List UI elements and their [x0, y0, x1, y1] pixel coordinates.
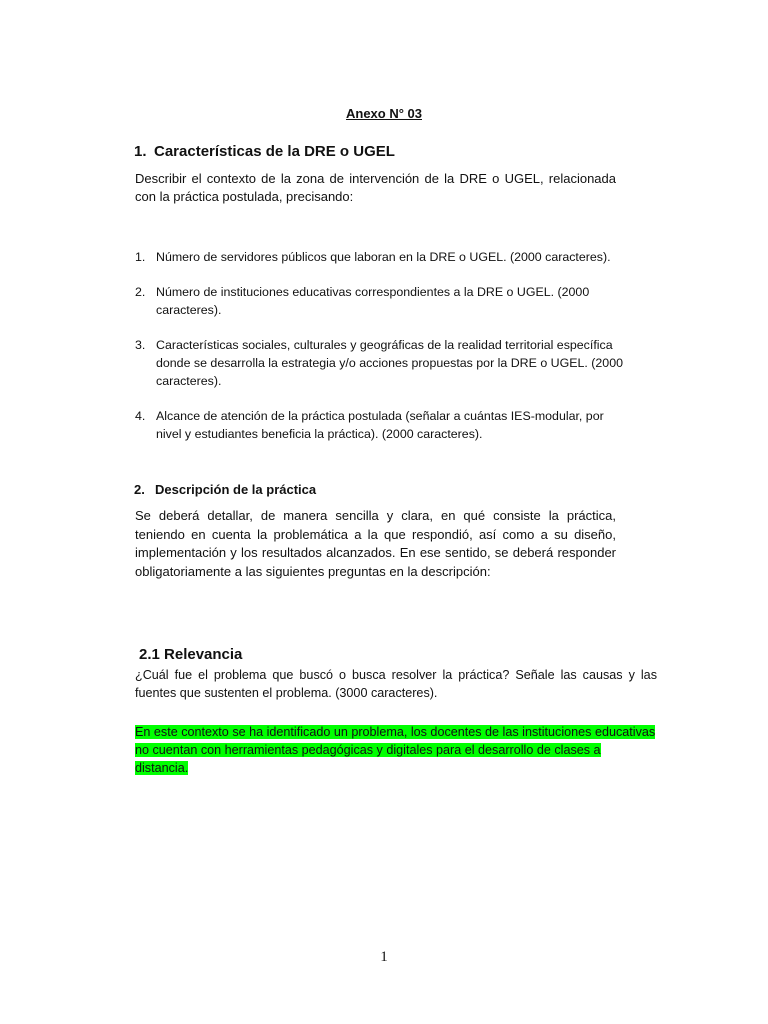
list-item — [135, 336, 625, 390]
list-item-number: 3. — [135, 338, 146, 352]
list-item-number: 4. — [135, 409, 146, 423]
list-item-text: Número de instituciones educativas correspondientes a la DRE o UGEL. (2000 caracteres). — [156, 285, 590, 317]
section-2-1-heading: 2.1 Relevancia — [139, 646, 243, 663]
relevance-question: ¿Cuál fue el problema que buscó o busca resolver la práctica? Señale las causas y las fuentes que sustenten el problema. (3000 caracteres). — [135, 668, 657, 700]
annex-title — [0, 106, 768, 121]
list-item — [135, 407, 625, 443]
section-1-heading — [134, 143, 395, 160]
list-item — [135, 248, 625, 266]
list-item-text: Características sociales, culturales y geográficas de la realidad territorial específica donde se desarrolla la estrategia y/o acciones propuestas por la DRE o UGEL. (2000 caracteres). — [156, 338, 623, 388]
section-1-intro: Describir el contexto de la zona de intervención de la DRE o UGEL, relacionada con la práctica postulada, precisando: — [135, 171, 616, 204]
section-2-body: Se deberá detallar, de manera sencilla y clara, en qué consiste la práctica, teniendo en cuenta la problemática a la que respondió, así como a su diseño, implementación y los resultados alcanzados. En ese sentido, se deberá responder obligatoriamente a las siguientes preguntas en la descripción: — [135, 508, 616, 579]
list-item-number: 2. — [135, 285, 146, 299]
list-item-text: Alcance de atención de la práctica postulada (señalar a cuántas IES-modular, por nivel y estudiantes beneficia la práctica). (2000 caracteres). — [156, 409, 604, 441]
highlighted-answer-text: En este contexto se ha identificado un problema, los docentes de las instituciones educativas no cuentan con herramientas pedagógicas y digitales para el desarrollo de clases a distancia. — [135, 725, 656, 775]
list-item-text: Número de servidores públicos que laboran en la DRE o UGEL. (2000 caracteres). — [156, 250, 611, 264]
requirements-list — [135, 248, 625, 460]
section-1-number: 1. — [134, 143, 147, 160]
section-2-number: 2. — [134, 482, 145, 497]
relevance-answer — [135, 723, 657, 777]
list-item — [135, 283, 625, 319]
section-2-heading — [134, 482, 316, 497]
section-2-title: Descripción de la práctica — [155, 482, 317, 497]
section-1-title: Características de la DRE o UGEL — [154, 143, 395, 160]
list-item-number: 1. — [135, 250, 146, 264]
annex-title-text: Anexo N° 03 — [345, 106, 422, 121]
page-number: 1 — [380, 949, 388, 965]
